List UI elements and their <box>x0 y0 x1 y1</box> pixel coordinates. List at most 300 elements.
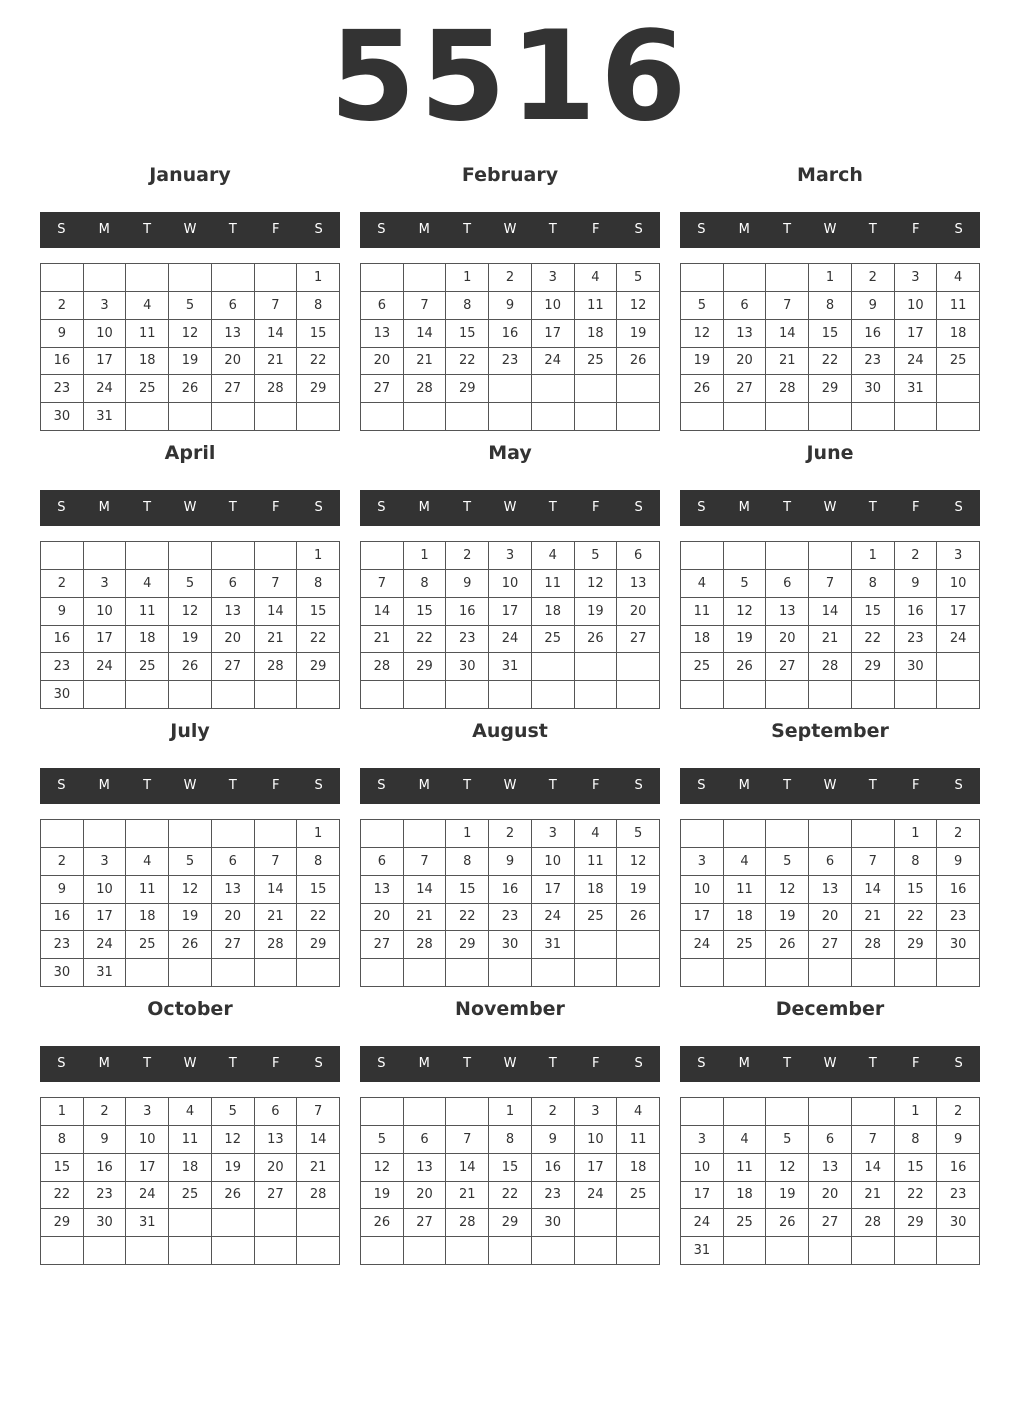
day-cell: 1 <box>446 820 489 848</box>
weekday-label: F <box>911 222 920 237</box>
day-cell: 8 <box>895 848 938 876</box>
weekday-label: M <box>98 778 110 793</box>
day-cell: 7 <box>852 848 895 876</box>
day-cell: 27 <box>724 375 767 403</box>
day-cell: 22 <box>852 626 895 654</box>
day-cell: 24 <box>126 1182 169 1210</box>
month-name: October <box>147 998 233 1020</box>
day-cell: 7 <box>404 292 447 320</box>
day-cell: 29 <box>895 931 938 959</box>
day-cell: 1 <box>446 264 489 292</box>
month-name: November <box>455 998 565 1020</box>
day-cell: 31 <box>126 1209 169 1237</box>
month-name: August <box>472 720 548 742</box>
day-cell: 16 <box>446 598 489 626</box>
day-cell: 23 <box>489 348 532 376</box>
day-cell: 22 <box>404 626 447 654</box>
month-december <box>680 994 980 1265</box>
empty-cell <box>681 681 724 709</box>
empty-cell <box>212 681 255 709</box>
empty-cell <box>41 542 84 570</box>
empty-cell <box>84 264 127 292</box>
weekday-label: F <box>591 1056 600 1071</box>
weekday-label: W <box>503 222 517 237</box>
day-cell: 21 <box>361 626 404 654</box>
day-cell: 11 <box>575 292 618 320</box>
empty-cell <box>532 959 575 987</box>
day-grid <box>680 541 980 709</box>
day-cell: 9 <box>41 598 84 626</box>
day-cell: 31 <box>84 403 127 431</box>
empty-cell <box>617 681 660 709</box>
month-name: May <box>488 442 532 464</box>
empty-cell <box>766 959 809 987</box>
day-cell: 21 <box>255 626 298 654</box>
day-cell: 7 <box>404 848 447 876</box>
day-cell: 8 <box>297 570 340 598</box>
empty-cell <box>169 542 212 570</box>
day-grid <box>360 263 660 431</box>
day-cell: 29 <box>809 375 852 403</box>
day-cell: 22 <box>895 1182 938 1210</box>
day-cell: 28 <box>255 375 298 403</box>
day-cell: 10 <box>895 292 938 320</box>
month-november <box>360 994 660 1265</box>
empty-cell <box>489 681 532 709</box>
empty-cell <box>852 1098 895 1126</box>
day-cell: 8 <box>446 848 489 876</box>
day-cell: 4 <box>937 264 980 292</box>
empty-cell <box>489 959 532 987</box>
empty-cell <box>575 403 618 431</box>
day-cell: 27 <box>766 653 809 681</box>
day-cell: 4 <box>724 1126 767 1154</box>
empty-cell <box>404 1098 447 1126</box>
day-cell: 19 <box>724 626 767 654</box>
empty-cell <box>724 820 767 848</box>
day-cell: 6 <box>212 570 255 598</box>
empty-cell <box>766 264 809 292</box>
day-cell: 3 <box>84 292 127 320</box>
day-cell: 1 <box>852 542 895 570</box>
day-cell: 21 <box>297 1154 340 1182</box>
weekday-label: W <box>823 500 837 515</box>
empty-cell <box>575 931 618 959</box>
day-cell: 29 <box>489 1209 532 1237</box>
weekday-label: F <box>591 778 600 793</box>
day-cell: 4 <box>724 848 767 876</box>
month-name: February <box>461 164 559 186</box>
weekday-label: T <box>463 222 472 237</box>
day-cell: 22 <box>809 348 852 376</box>
day-cell: 12 <box>766 1154 809 1182</box>
day-cell: 16 <box>532 1154 575 1182</box>
weekday-label: S <box>697 222 706 237</box>
day-cell: 30 <box>532 1209 575 1237</box>
day-cell: 26 <box>575 626 618 654</box>
empty-cell <box>446 1237 489 1265</box>
day-cell: 15 <box>809 320 852 348</box>
weekday-header <box>40 1046 340 1082</box>
day-cell: 10 <box>575 1126 618 1154</box>
empty-cell <box>361 1237 404 1265</box>
day-cell: 28 <box>852 931 895 959</box>
empty-cell <box>809 820 852 848</box>
day-cell: 8 <box>852 570 895 598</box>
empty-cell <box>937 375 980 403</box>
weekday-label: M <box>418 500 430 515</box>
day-cell: 23 <box>41 653 84 681</box>
empty-cell <box>575 1237 618 1265</box>
day-cell: 6 <box>724 292 767 320</box>
day-cell: 21 <box>446 1182 489 1210</box>
day-cell: 1 <box>297 542 340 570</box>
day-grid <box>40 541 340 709</box>
weekday-label: T <box>463 778 472 793</box>
day-cell: 2 <box>41 292 84 320</box>
day-cell: 10 <box>84 598 127 626</box>
weekday-header <box>680 490 980 526</box>
day-cell: 25 <box>169 1182 212 1210</box>
day-cell: 2 <box>84 1098 127 1126</box>
day-cell: 9 <box>937 1126 980 1154</box>
day-cell: 21 <box>255 348 298 376</box>
day-cell: 31 <box>532 931 575 959</box>
day-cell: 13 <box>212 598 255 626</box>
day-cell: 23 <box>41 375 84 403</box>
day-cell: 13 <box>809 876 852 904</box>
empty-cell <box>255 820 298 848</box>
day-cell: 29 <box>297 375 340 403</box>
day-cell: 12 <box>617 292 660 320</box>
day-cell: 7 <box>255 570 298 598</box>
empty-cell <box>766 403 809 431</box>
day-cell: 28 <box>809 653 852 681</box>
day-cell: 20 <box>617 598 660 626</box>
day-cell: 11 <box>169 1126 212 1154</box>
empty-cell <box>724 1098 767 1126</box>
empty-cell <box>809 403 852 431</box>
day-cell: 13 <box>361 876 404 904</box>
day-cell: 5 <box>212 1098 255 1126</box>
empty-cell <box>255 264 298 292</box>
empty-cell <box>766 542 809 570</box>
weekday-label: S <box>57 500 66 515</box>
day-cell: 7 <box>361 570 404 598</box>
day-cell: 25 <box>126 931 169 959</box>
month-march <box>680 160 980 431</box>
day-cell: 13 <box>617 570 660 598</box>
day-cell: 10 <box>532 292 575 320</box>
day-cell: 8 <box>41 1126 84 1154</box>
weekday-label: F <box>271 222 280 237</box>
day-cell: 19 <box>169 348 212 376</box>
day-cell: 22 <box>297 348 340 376</box>
day-cell: 6 <box>617 542 660 570</box>
day-cell: 2 <box>41 570 84 598</box>
day-cell: 2 <box>937 820 980 848</box>
day-cell: 29 <box>41 1209 84 1237</box>
day-grid <box>360 541 660 709</box>
day-cell: 12 <box>169 876 212 904</box>
day-cell: 9 <box>41 876 84 904</box>
weekday-label: T <box>463 1056 472 1071</box>
day-cell: 14 <box>852 876 895 904</box>
weekday-label: T <box>143 778 152 793</box>
month-july <box>40 716 340 987</box>
weekday-label: S <box>634 222 643 237</box>
day-cell: 24 <box>681 931 724 959</box>
empty-cell <box>681 264 724 292</box>
empty-cell <box>126 820 169 848</box>
empty-cell <box>212 820 255 848</box>
weekday-label: M <box>738 500 750 515</box>
day-cell: 6 <box>255 1098 298 1126</box>
empty-cell <box>937 959 980 987</box>
day-cell: 27 <box>255 1182 298 1210</box>
day-cell: 14 <box>404 876 447 904</box>
day-cell: 16 <box>489 876 532 904</box>
day-cell: 5 <box>361 1126 404 1154</box>
day-cell: 11 <box>724 1154 767 1182</box>
empty-cell <box>297 1237 340 1265</box>
empty-cell <box>895 403 938 431</box>
day-cell: 8 <box>895 1126 938 1154</box>
month-name: September <box>771 720 889 742</box>
day-cell: 27 <box>212 375 255 403</box>
day-cell: 21 <box>852 904 895 932</box>
day-cell: 29 <box>446 375 489 403</box>
month-august <box>360 716 660 987</box>
day-cell: 31 <box>895 375 938 403</box>
day-cell: 18 <box>724 1182 767 1210</box>
day-cell: 27 <box>361 375 404 403</box>
day-cell: 24 <box>532 348 575 376</box>
day-cell: 27 <box>212 653 255 681</box>
day-cell: 17 <box>84 626 127 654</box>
month-may <box>360 438 660 709</box>
day-cell: 21 <box>766 348 809 376</box>
weekday-header <box>360 212 660 248</box>
day-cell: 25 <box>617 1182 660 1210</box>
day-cell: 7 <box>255 292 298 320</box>
day-cell: 24 <box>84 653 127 681</box>
day-cell: 26 <box>617 348 660 376</box>
day-cell: 15 <box>41 1154 84 1182</box>
empty-cell <box>532 681 575 709</box>
day-cell: 14 <box>297 1126 340 1154</box>
day-cell: 18 <box>126 626 169 654</box>
day-cell: 2 <box>489 820 532 848</box>
empty-cell <box>809 1098 852 1126</box>
day-cell: 9 <box>532 1126 575 1154</box>
day-cell: 26 <box>766 931 809 959</box>
day-grid <box>680 263 980 431</box>
empty-cell <box>297 1209 340 1237</box>
weekday-label: W <box>503 500 517 515</box>
day-cell: 31 <box>681 1237 724 1265</box>
day-cell: 18 <box>126 348 169 376</box>
empty-cell <box>617 1237 660 1265</box>
day-cell: 18 <box>681 626 724 654</box>
day-cell: 3 <box>895 264 938 292</box>
empty-cell <box>361 403 404 431</box>
day-cell: 24 <box>937 626 980 654</box>
weekday-label: S <box>697 500 706 515</box>
day-cell: 31 <box>489 653 532 681</box>
weekday-label: F <box>911 500 920 515</box>
weekday-label: M <box>98 222 110 237</box>
day-cell: 28 <box>255 931 298 959</box>
empty-cell <box>404 403 447 431</box>
weekday-header <box>40 490 340 526</box>
weekday-label: T <box>783 500 792 515</box>
day-cell: 2 <box>446 542 489 570</box>
weekday-label: W <box>823 1056 837 1071</box>
weekday-label: S <box>954 500 963 515</box>
day-cell: 4 <box>169 1098 212 1126</box>
day-cell: 27 <box>617 626 660 654</box>
day-cell: 18 <box>724 904 767 932</box>
day-cell: 17 <box>84 348 127 376</box>
weekday-label: W <box>823 222 837 237</box>
weekday-label: S <box>314 222 323 237</box>
weekday-label: M <box>738 222 750 237</box>
day-cell: 17 <box>532 320 575 348</box>
empty-cell <box>617 653 660 681</box>
day-cell: 24 <box>895 348 938 376</box>
day-cell: 24 <box>84 931 127 959</box>
month-september <box>680 716 980 987</box>
day-cell: 29 <box>297 931 340 959</box>
day-cell: 22 <box>895 904 938 932</box>
weekday-label: T <box>783 778 792 793</box>
weekday-label: F <box>591 222 600 237</box>
day-cell: 27 <box>361 931 404 959</box>
weekday-label: W <box>183 1056 197 1071</box>
day-cell: 17 <box>937 598 980 626</box>
day-cell: 5 <box>169 292 212 320</box>
day-cell: 15 <box>404 598 447 626</box>
weekday-label: S <box>954 222 963 237</box>
day-cell: 20 <box>404 1182 447 1210</box>
day-cell: 22 <box>446 904 489 932</box>
day-cell: 19 <box>575 598 618 626</box>
day-cell: 17 <box>681 1182 724 1210</box>
day-cell: 19 <box>169 904 212 932</box>
day-cell: 18 <box>169 1154 212 1182</box>
weekday-label: T <box>143 500 152 515</box>
day-cell: 5 <box>169 848 212 876</box>
weekday-label: S <box>697 778 706 793</box>
day-cell: 17 <box>126 1154 169 1182</box>
weekday-header <box>360 768 660 804</box>
empty-cell <box>852 403 895 431</box>
empty-cell <box>852 1237 895 1265</box>
day-cell: 23 <box>937 904 980 932</box>
empty-cell <box>361 264 404 292</box>
weekday-label: T <box>143 222 152 237</box>
day-cell: 3 <box>489 542 532 570</box>
day-cell: 3 <box>532 264 575 292</box>
empty-cell <box>937 403 980 431</box>
day-cell: 26 <box>681 375 724 403</box>
weekday-label: S <box>634 500 643 515</box>
weekday-label: S <box>314 778 323 793</box>
day-cell: 4 <box>126 292 169 320</box>
day-grid <box>40 263 340 431</box>
day-cell: 14 <box>852 1154 895 1182</box>
day-cell: 28 <box>404 375 447 403</box>
empty-cell <box>617 375 660 403</box>
day-cell: 15 <box>297 598 340 626</box>
day-cell: 6 <box>212 848 255 876</box>
weekday-label: T <box>868 222 877 237</box>
weekday-label: S <box>377 500 386 515</box>
weekday-label: F <box>911 778 920 793</box>
day-cell: 13 <box>255 1126 298 1154</box>
weekday-label: S <box>377 222 386 237</box>
empty-cell <box>937 653 980 681</box>
day-cell: 16 <box>489 320 532 348</box>
day-cell: 17 <box>84 904 127 932</box>
day-cell: 2 <box>937 1098 980 1126</box>
day-cell: 10 <box>84 320 127 348</box>
day-cell: 24 <box>681 1209 724 1237</box>
day-cell: 13 <box>766 598 809 626</box>
weekday-header <box>40 212 340 248</box>
day-cell: 3 <box>532 820 575 848</box>
weekday-label: W <box>183 778 197 793</box>
day-cell: 12 <box>575 570 618 598</box>
day-cell: 30 <box>489 931 532 959</box>
day-cell: 29 <box>446 931 489 959</box>
empty-cell <box>84 1237 127 1265</box>
day-cell: 26 <box>212 1182 255 1210</box>
day-cell: 5 <box>169 570 212 598</box>
day-cell: 2 <box>532 1098 575 1126</box>
day-cell: 3 <box>681 848 724 876</box>
empty-cell <box>895 1237 938 1265</box>
empty-cell <box>766 1237 809 1265</box>
empty-cell <box>852 681 895 709</box>
day-cell: 13 <box>361 320 404 348</box>
empty-cell <box>404 820 447 848</box>
day-cell: 8 <box>297 292 340 320</box>
day-cell: 9 <box>895 570 938 598</box>
day-cell: 20 <box>212 904 255 932</box>
weekday-label: S <box>954 1056 963 1071</box>
day-cell: 24 <box>575 1182 618 1210</box>
day-cell: 8 <box>489 1126 532 1154</box>
empty-cell <box>724 1237 767 1265</box>
day-cell: 21 <box>404 348 447 376</box>
day-cell: 22 <box>297 626 340 654</box>
empty-cell <box>212 1209 255 1237</box>
day-cell: 10 <box>489 570 532 598</box>
day-cell: 19 <box>766 1182 809 1210</box>
empty-cell <box>212 403 255 431</box>
empty-cell <box>404 959 447 987</box>
day-cell: 24 <box>532 904 575 932</box>
weekday-label: T <box>548 1056 557 1071</box>
day-cell: 25 <box>724 931 767 959</box>
day-cell: 18 <box>532 598 575 626</box>
day-cell: 11 <box>681 598 724 626</box>
day-cell: 29 <box>852 653 895 681</box>
empty-cell <box>852 959 895 987</box>
weekday-header <box>360 490 660 526</box>
